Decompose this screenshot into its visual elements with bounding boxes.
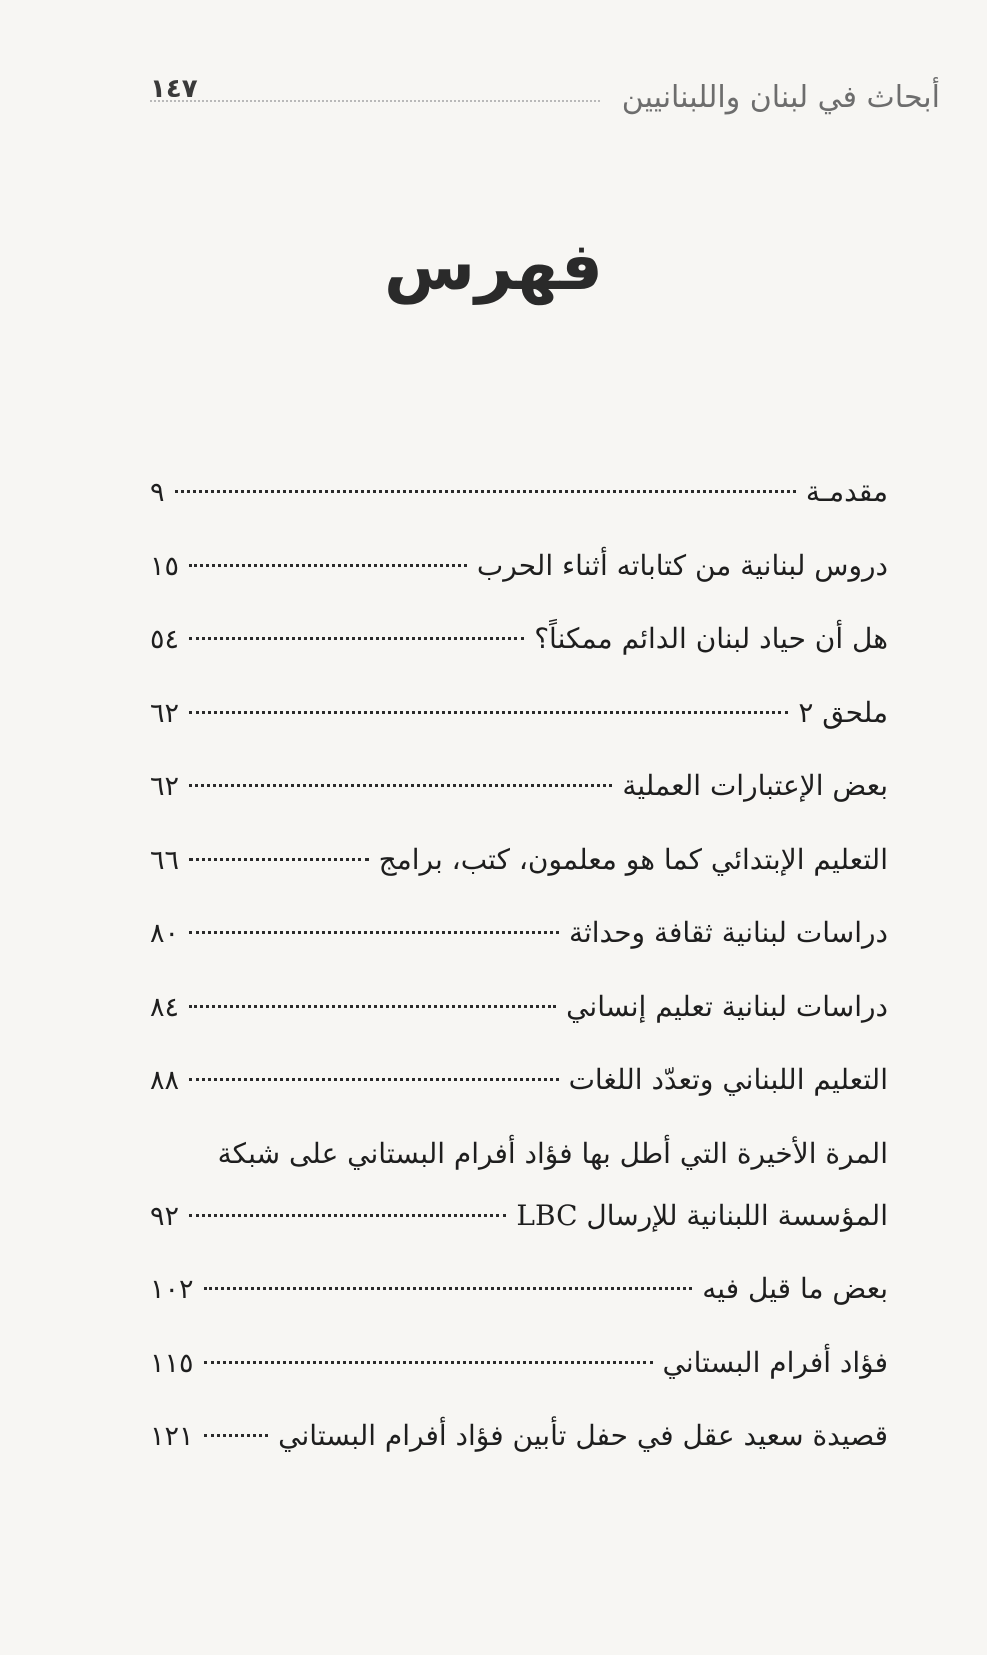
toc-entry-14[interactable] bbox=[150, 1410, 888, 1484]
toc-entry-page: ١١٥ bbox=[150, 1347, 194, 1379]
toc-entry-label: قصيدة سعيد عقل في حفل تأبين فؤاد أفرام البستاني bbox=[278, 1419, 888, 1452]
page-title: فهرس bbox=[384, 228, 603, 305]
toc-entry-page: ٨٠ bbox=[150, 918, 180, 949]
toc-dot-leader bbox=[204, 1361, 653, 1364]
toc-dot-leader bbox=[189, 858, 369, 861]
toc-entry-label: المرة الأخيرة التي أطل بها فؤاد أفرام البستاني على شبكة bbox=[217, 1136, 888, 1170]
toc-entry-12[interactable] bbox=[150, 1263, 888, 1337]
toc-entry-11[interactable] bbox=[150, 1190, 888, 1264]
toc-entry-10[interactable] bbox=[150, 1128, 888, 1190]
toc-entry-label: بعض ما قيل فيه bbox=[702, 1272, 888, 1305]
toc-entry-2[interactable] bbox=[150, 540, 888, 614]
toc-entry-9[interactable] bbox=[150, 1054, 888, 1128]
toc-entry-label: المؤسسة اللبنانية للإرسال LBC bbox=[516, 1198, 888, 1232]
toc-entry-label: دروس لبنانية من كتاباته أثناء الحرب bbox=[476, 548, 888, 582]
toc-dot-leader bbox=[189, 1214, 506, 1217]
page-number: ١٤٧ bbox=[150, 74, 198, 104]
toc-entry-page: ٨٨ bbox=[150, 1065, 180, 1096]
running-header-title: أبحاث في لبنان واللبنانيين bbox=[621, 80, 940, 115]
toc-entry-page: ٦٢ bbox=[150, 697, 180, 729]
toc-entry-page: ٩٢ bbox=[150, 1200, 180, 1232]
toc-entry-page: ٦٢ bbox=[150, 771, 180, 802]
toc-entry-page: ٦٦ bbox=[150, 844, 180, 876]
toc-entry-4[interactable] bbox=[150, 687, 888, 761]
toc-dot-leader bbox=[189, 931, 559, 934]
toc-entry-label: التعليم اللبناني وتعدّد اللغات bbox=[568, 1063, 888, 1096]
toc-dot-leader bbox=[189, 1078, 559, 1081]
toc-entry-3[interactable] bbox=[150, 613, 888, 687]
toc-dot-leader bbox=[189, 564, 467, 567]
toc-dot-leader bbox=[189, 637, 524, 640]
toc-entry-label: التعليم الإبتدائي كما هو معلمون، كتب، برامج bbox=[378, 842, 888, 876]
toc-dot-leader bbox=[175, 490, 796, 493]
toc-entry-page: ١٢١ bbox=[150, 1421, 194, 1452]
toc-dot-leader bbox=[189, 711, 788, 714]
table-of-contents bbox=[150, 466, 888, 1484]
running-header bbox=[150, 74, 940, 124]
toc-entry-page: ١٠٢ bbox=[150, 1274, 194, 1305]
toc-entry-label: هل أن حياد لبنان الدائم ممكناً؟ bbox=[534, 622, 888, 655]
toc-entry-label: ملحق ٢ bbox=[798, 695, 888, 729]
toc-entry-page: ٩ bbox=[150, 477, 165, 508]
toc-entry-label: دراسات لبنانية ثقافة وحداثة bbox=[568, 916, 888, 949]
toc-entry-label: دراسات لبنانية تعليم إنساني bbox=[566, 989, 888, 1023]
toc-entry-label: بعض الإعتبارات العملية bbox=[622, 769, 888, 802]
toc-dot-leader bbox=[204, 1434, 269, 1437]
toc-entry-page: ١٥ bbox=[150, 550, 180, 582]
toc-entry-5[interactable] bbox=[150, 760, 888, 834]
toc-entry-8[interactable] bbox=[150, 981, 888, 1055]
toc-entry-page: ٨٤ bbox=[150, 991, 180, 1023]
toc-entry-label: مقدمـة bbox=[805, 475, 888, 508]
toc-entry-page: ٥٤ bbox=[150, 624, 180, 655]
toc-dot-leader bbox=[204, 1287, 693, 1290]
toc-entry-7[interactable] bbox=[150, 907, 888, 981]
toc-entry-label: فؤاد أفرام البستاني bbox=[662, 1345, 888, 1379]
toc-entry-6[interactable] bbox=[150, 834, 888, 908]
toc-dot-leader bbox=[189, 784, 612, 787]
toc-entry-1[interactable] bbox=[150, 466, 888, 540]
toc-dot-leader bbox=[189, 1005, 556, 1008]
header-dotted-rule bbox=[150, 100, 600, 102]
toc-entry-13[interactable] bbox=[150, 1337, 888, 1411]
